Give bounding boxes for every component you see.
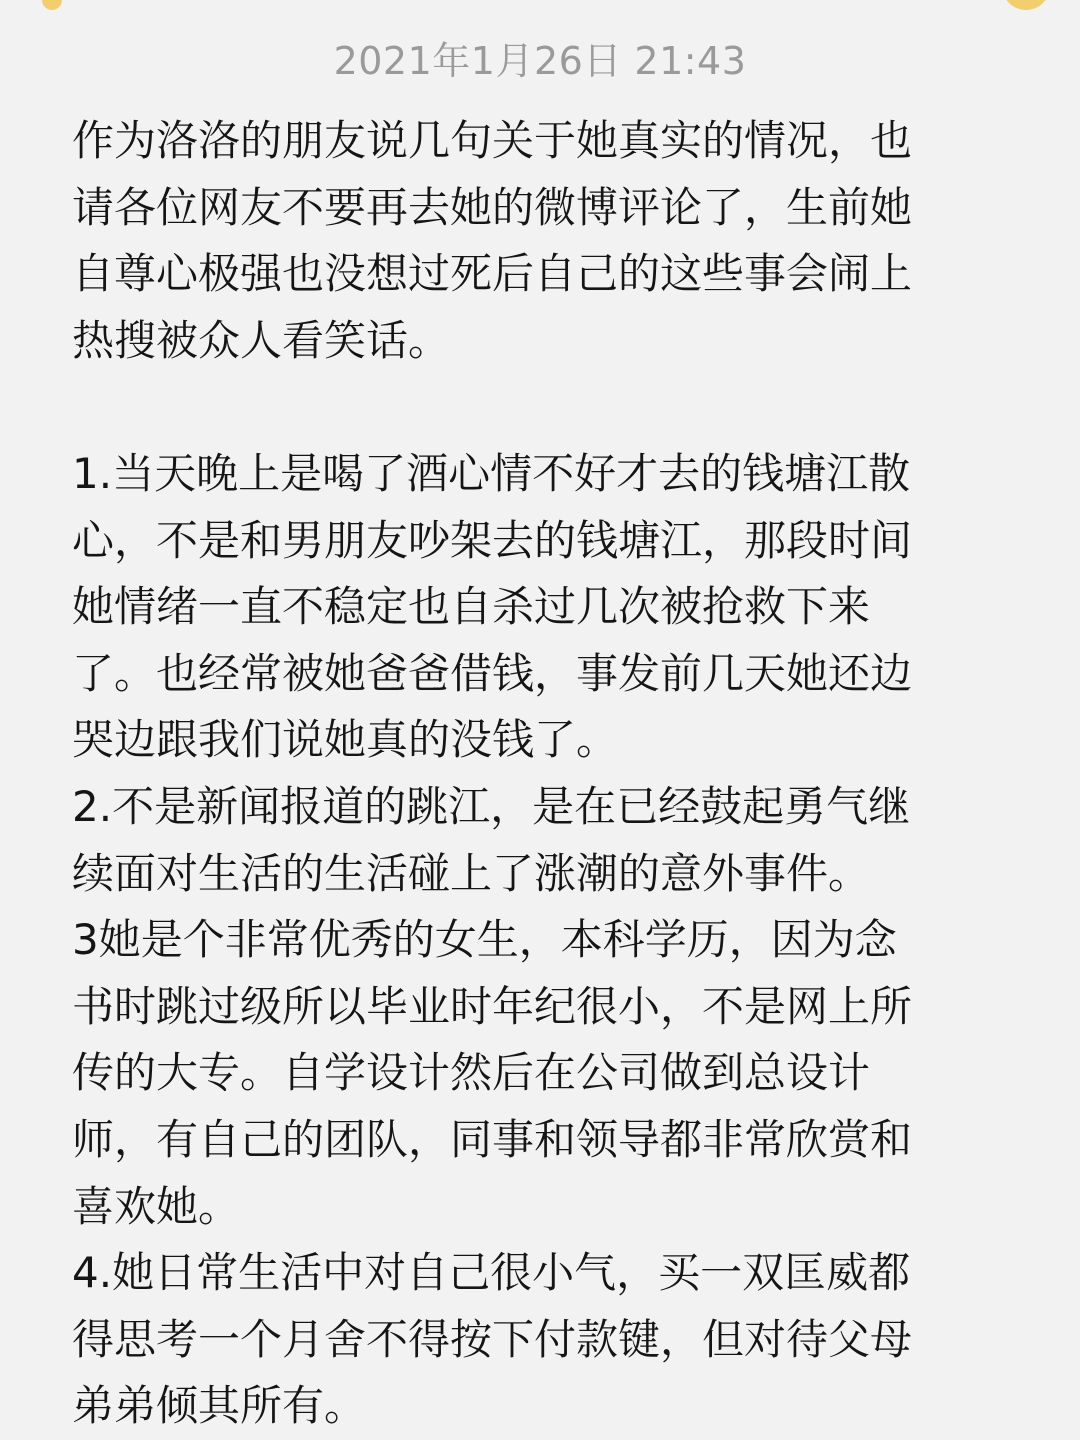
top-left-corner-shape	[42, 0, 62, 10]
note-line-11: 2.不是新闻报道的跳江，是在已经鼓起勇气继	[72, 781, 911, 831]
note-line-16: 师，有自己的团队，同事和领导都非常欣赏和	[72, 1114, 913, 1164]
note-line-3: 自尊心极强也没想过死后自己的这些事会闹上	[72, 249, 913, 299]
note-line-9: 了。也经常被她爸爸借钱，事发前几天她还边	[72, 648, 913, 698]
note-line-10: 哭边跟我们说她真的没钱了。	[72, 715, 619, 765]
note-line-14: 书时跳过级所以毕业时年纪很小，不是网上所	[72, 981, 913, 1031]
note-line-6: 1.当天晚上是喝了酒心情不好才去的钱塘江散	[72, 448, 911, 498]
note-line-18: 4.她日常生活中对自己很小气，买一双匡威都	[72, 1248, 911, 1298]
top-right-corner-shape	[1002, 0, 1050, 10]
note-line-2: 请各位网友不要再去她的微博评论了，生前她	[72, 182, 913, 232]
note-line-12: 续面对生活的生活碰上了涨潮的意外事件。	[72, 848, 871, 898]
note-line-19: 得思考一个月舍不得按下付款键，但对待父母	[72, 1314, 913, 1364]
note-line-17: 喜欢她。	[72, 1181, 241, 1231]
note-line-15: 传的大专。自学设计然后在公司做到总设计	[72, 1048, 871, 1098]
note-blank-line	[72, 374, 1022, 441]
note-line-4: 热搜被众人看笑话。	[72, 315, 451, 365]
note-line-8: 她情绪一直不稳定也自杀过几次被抢救下来	[72, 582, 871, 632]
note-line-1: 作为洛洛的朋友说几句关于她真实的情况，也	[72, 116, 913, 165]
note-line-13: 3她是个非常优秀的女生，本科学历，因为念	[72, 915, 897, 965]
note-timestamp: 2021年1月26日 21:43	[333, 39, 747, 83]
note-line-20: 弟弟倾其所有。	[72, 1381, 367, 1431]
note-body[interactable]	[72, 108, 1022, 1440]
note-line-7: 心，不是和男朋友吵架去的钱塘江，那段时间	[72, 515, 913, 565]
